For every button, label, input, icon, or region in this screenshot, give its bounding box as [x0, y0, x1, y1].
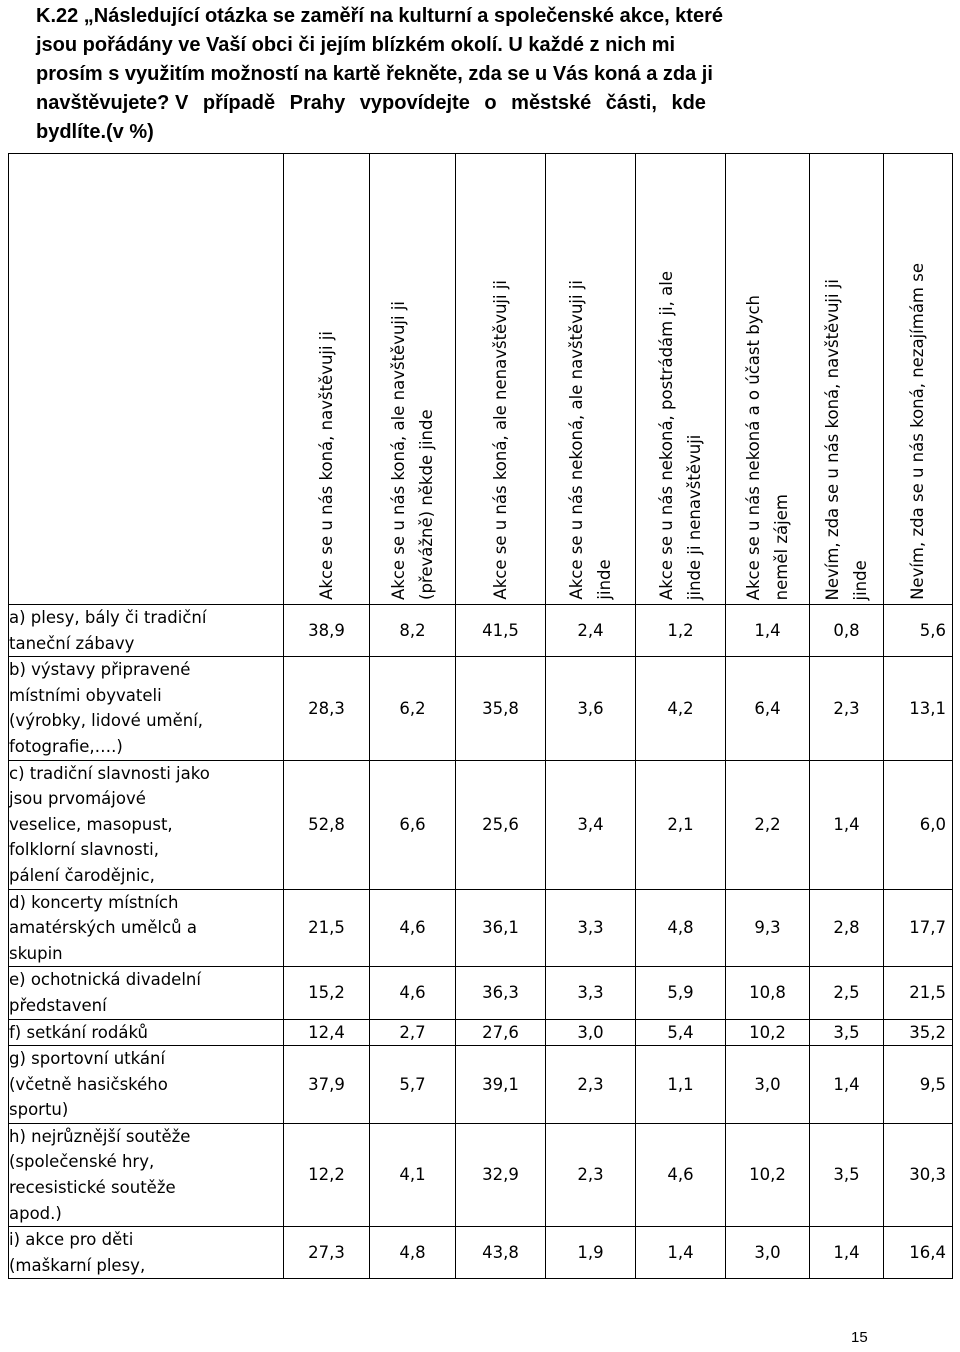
value-cell: 0,8: [810, 605, 884, 657]
row-label: [9, 1227, 284, 1279]
value-cell: 10,2: [726, 1123, 810, 1226]
column-header-line: (převážně) někde jinde: [416, 409, 436, 600]
value-cell: 28,3: [284, 657, 370, 760]
row-label-line: d) koncerty místních: [9, 892, 179, 912]
value-cell: 1,2: [636, 605, 726, 657]
heading-line-5a: bydlíte.: [36, 121, 107, 143]
value-cell: 3,0: [726, 1227, 810, 1279]
value-cell: 2,8: [810, 889, 884, 967]
header-corner-cell: [9, 154, 284, 605]
value-cell: 1,4: [726, 605, 810, 657]
column-header-line: Akce se u nás nekoná, ale navštěvuji ji: [566, 280, 586, 600]
row-label-line: b) výstavy připravené: [9, 660, 191, 680]
column-header-line: Akce se u nás nekoná a o účast bych: [743, 294, 763, 600]
column-header-text: [904, 263, 932, 600]
column-header-4: [546, 154, 636, 605]
row-label-line: pálení čarodějnic,: [9, 865, 155, 885]
row-label: [9, 657, 284, 760]
table-row: [9, 967, 953, 1019]
row-label-line: recesistické soutěže: [9, 1178, 176, 1198]
row-label-line: apod.): [9, 1203, 62, 1223]
column-header-5: [636, 154, 726, 605]
table-body: [9, 154, 953, 1279]
column-header-line: Akce se u nás nekoná, postrádám ji, ale: [656, 270, 676, 600]
value-cell: 52,8: [284, 760, 370, 889]
value-cell: 2,3: [546, 1046, 636, 1124]
table-row: [9, 1046, 953, 1124]
column-header-line: jinde ji nenavštěvuji: [684, 434, 704, 600]
value-cell: 3,6: [546, 657, 636, 760]
column-header-7: [810, 154, 884, 605]
value-cell: 3,4: [546, 760, 636, 889]
table-row: [9, 1123, 953, 1226]
value-cell: 3,0: [726, 1046, 810, 1124]
row-label-line: f) setkání rodáků: [9, 1022, 148, 1042]
value-cell: 2,3: [546, 1123, 636, 1226]
row-label-line: sportu): [9, 1100, 69, 1120]
value-cell: 1,4: [636, 1227, 726, 1279]
value-cell: 27,6: [456, 1019, 546, 1046]
value-cell: 2,1: [636, 760, 726, 889]
column-header-1: [284, 154, 370, 605]
column-header-text: [385, 301, 441, 600]
page-number: 15: [851, 1329, 868, 1346]
value-cell: 2,3: [810, 657, 884, 760]
value-cell: 5,4: [636, 1019, 726, 1046]
row-label: [9, 967, 284, 1019]
value-cell: 21,5: [884, 967, 953, 1019]
value-cell: 12,4: [284, 1019, 370, 1046]
value-cell: 6,2: [370, 657, 456, 760]
value-cell: 6,0: [884, 760, 953, 889]
column-header-2: [370, 154, 456, 605]
value-cell: 6,6: [370, 760, 456, 889]
column-header-line: Nevím, zda se u nás koná, navštěvuji ji: [822, 278, 842, 600]
value-cell: 2,5: [810, 967, 884, 1019]
value-cell: 2,7: [370, 1019, 456, 1046]
column-header-text: [819, 279, 875, 600]
row-label-line: (maškarní plesy,: [9, 1255, 146, 1275]
column-header-line: Akce se u nás koná, ale nenavštěvuji ji: [490, 280, 510, 600]
value-cell: 35,2: [884, 1019, 953, 1046]
value-cell: 37,9: [284, 1046, 370, 1124]
value-cell: 12,2: [284, 1123, 370, 1226]
row-label-line: představení: [9, 995, 107, 1015]
table-row: [9, 1019, 953, 1046]
value-cell: 3,3: [546, 889, 636, 967]
row-label: [9, 1019, 284, 1046]
value-cell: 4,6: [370, 889, 456, 967]
row-label-line: a) plesy, bály či tradiční: [9, 608, 207, 627]
value-cell: 3,5: [810, 1123, 884, 1226]
value-cell: 32,9: [456, 1123, 546, 1226]
value-cell: 21,5: [284, 889, 370, 967]
column-header-text: [653, 271, 709, 600]
header-row: [9, 154, 953, 605]
value-cell: 5,6: [884, 605, 953, 657]
heading-line-5: [36, 118, 936, 147]
row-label-line: jsou prvomájové: [9, 789, 146, 809]
value-cell: 3,5: [810, 1019, 884, 1046]
survey-table: [8, 153, 953, 1279]
value-cell: 30,3: [884, 1123, 953, 1226]
row-label-line: i) akce pro děti: [9, 1230, 134, 1250]
row-label: [9, 889, 284, 967]
value-cell: 1,1: [636, 1046, 726, 1124]
value-cell: 25,6: [456, 760, 546, 889]
row-label-line: amatérských umělců a: [9, 918, 197, 938]
column-header-3: [456, 154, 546, 605]
value-cell: 6,4: [726, 657, 810, 760]
value-cell: 1,9: [546, 1227, 636, 1279]
column-header-text: [487, 280, 515, 600]
row-label-line: g) sportovní utkání: [9, 1049, 166, 1069]
column-header-line: Akce se u nás koná, navštěvuji ji: [316, 331, 336, 600]
value-cell: 10,8: [726, 967, 810, 1019]
row-label-line: (společenské hry,: [9, 1152, 155, 1172]
value-cell: 35,8: [456, 657, 546, 760]
heading-line-4: [36, 89, 936, 118]
value-cell: 1,4: [810, 1046, 884, 1124]
value-cell: 4,1: [370, 1123, 456, 1226]
row-label-line: veselice, masopust,: [9, 814, 173, 834]
heading-line-4b: V případě Prahy vypovídejte o městské části, kde: [174, 92, 706, 114]
value-cell: 2,4: [546, 605, 636, 657]
column-header-line: Nevím, zda se u nás koná, nezajímám se: [908, 263, 927, 600]
table-row: [9, 1227, 953, 1279]
heading-line-3: prosím s využitím možností na kartě řekněte, zda se u Vás koná a zda ji: [36, 63, 713, 85]
column-header-line: jinde: [594, 559, 614, 600]
row-label-line: taneční zábavy: [9, 633, 135, 653]
column-header-line: Akce se u nás koná, ale navštěvuji ji: [388, 301, 408, 600]
heading-line-5b: (v %): [106, 121, 154, 143]
value-cell: 2,2: [726, 760, 810, 889]
value-cell: 41,5: [456, 605, 546, 657]
value-cell: 4,8: [370, 1227, 456, 1279]
row-label-line: (včetně hasičského: [9, 1074, 168, 1094]
row-label: [9, 1123, 284, 1226]
heading-line-2: jsou pořádány ve Vaší obci či jejím blízkém okolí. U každé z nich mi: [36, 34, 676, 56]
row-label: [9, 1046, 284, 1124]
row-label: [9, 760, 284, 889]
row-label-line: h) nejrůznější soutěže: [9, 1126, 191, 1146]
value-cell: 39,1: [456, 1046, 546, 1124]
value-cell: 13,1: [884, 657, 953, 760]
value-cell: 9,3: [726, 889, 810, 967]
table-row: [9, 657, 953, 760]
row-label-line: folklorní slavnosti,: [9, 840, 160, 860]
value-cell: 1,4: [810, 760, 884, 889]
value-cell: 4,2: [636, 657, 726, 760]
value-cell: 3,0: [546, 1019, 636, 1046]
value-cell: 10,2: [726, 1019, 810, 1046]
value-cell: 43,8: [456, 1227, 546, 1279]
value-cell: 3,3: [546, 967, 636, 1019]
value-cell: 38,9: [284, 605, 370, 657]
value-cell: 4,6: [636, 1123, 726, 1226]
column-header-8: [884, 154, 953, 605]
row-label-line: e) ochotnická divadelní: [9, 970, 201, 990]
heading-line-4a: navštěvujete?: [36, 92, 170, 114]
column-header-text: [563, 280, 619, 600]
row-label-line: (výrobky, lidové umění,: [9, 711, 204, 731]
row-label-line: místními obyvateli: [9, 685, 162, 705]
value-cell: 9,5: [884, 1046, 953, 1124]
value-cell: 5,7: [370, 1046, 456, 1124]
value-cell: 16,4: [884, 1227, 953, 1279]
row-label-line: skupin: [9, 943, 63, 963]
column-header-line: neměl zájem: [771, 493, 791, 600]
column-header-text: [740, 295, 796, 600]
table-row: [9, 760, 953, 889]
value-cell: 36,1: [456, 889, 546, 967]
value-cell: 36,3: [456, 967, 546, 1019]
value-cell: 4,8: [636, 889, 726, 967]
value-cell: 4,6: [370, 967, 456, 1019]
value-cell: 15,2: [284, 967, 370, 1019]
question-heading: [36, 2, 936, 147]
row-label-line: c) tradiční slavnosti jako: [9, 763, 210, 783]
value-cell: 1,4: [810, 1227, 884, 1279]
column-header-text: [313, 331, 341, 600]
table-row: [9, 889, 953, 967]
row-label-line: fotografie,….): [9, 736, 123, 756]
table-row: [9, 605, 953, 657]
value-cell: 17,7: [884, 889, 953, 967]
value-cell: 27,3: [284, 1227, 370, 1279]
heading-line-1: K.22 „Následující otázka se zaměří na kulturní a společenské akce, které: [36, 5, 723, 27]
row-label: [9, 605, 284, 657]
column-header-line: jinde: [850, 559, 870, 600]
value-cell: 5,9: [636, 967, 726, 1019]
value-cell: 8,2: [370, 605, 456, 657]
column-header-6: [726, 154, 810, 605]
